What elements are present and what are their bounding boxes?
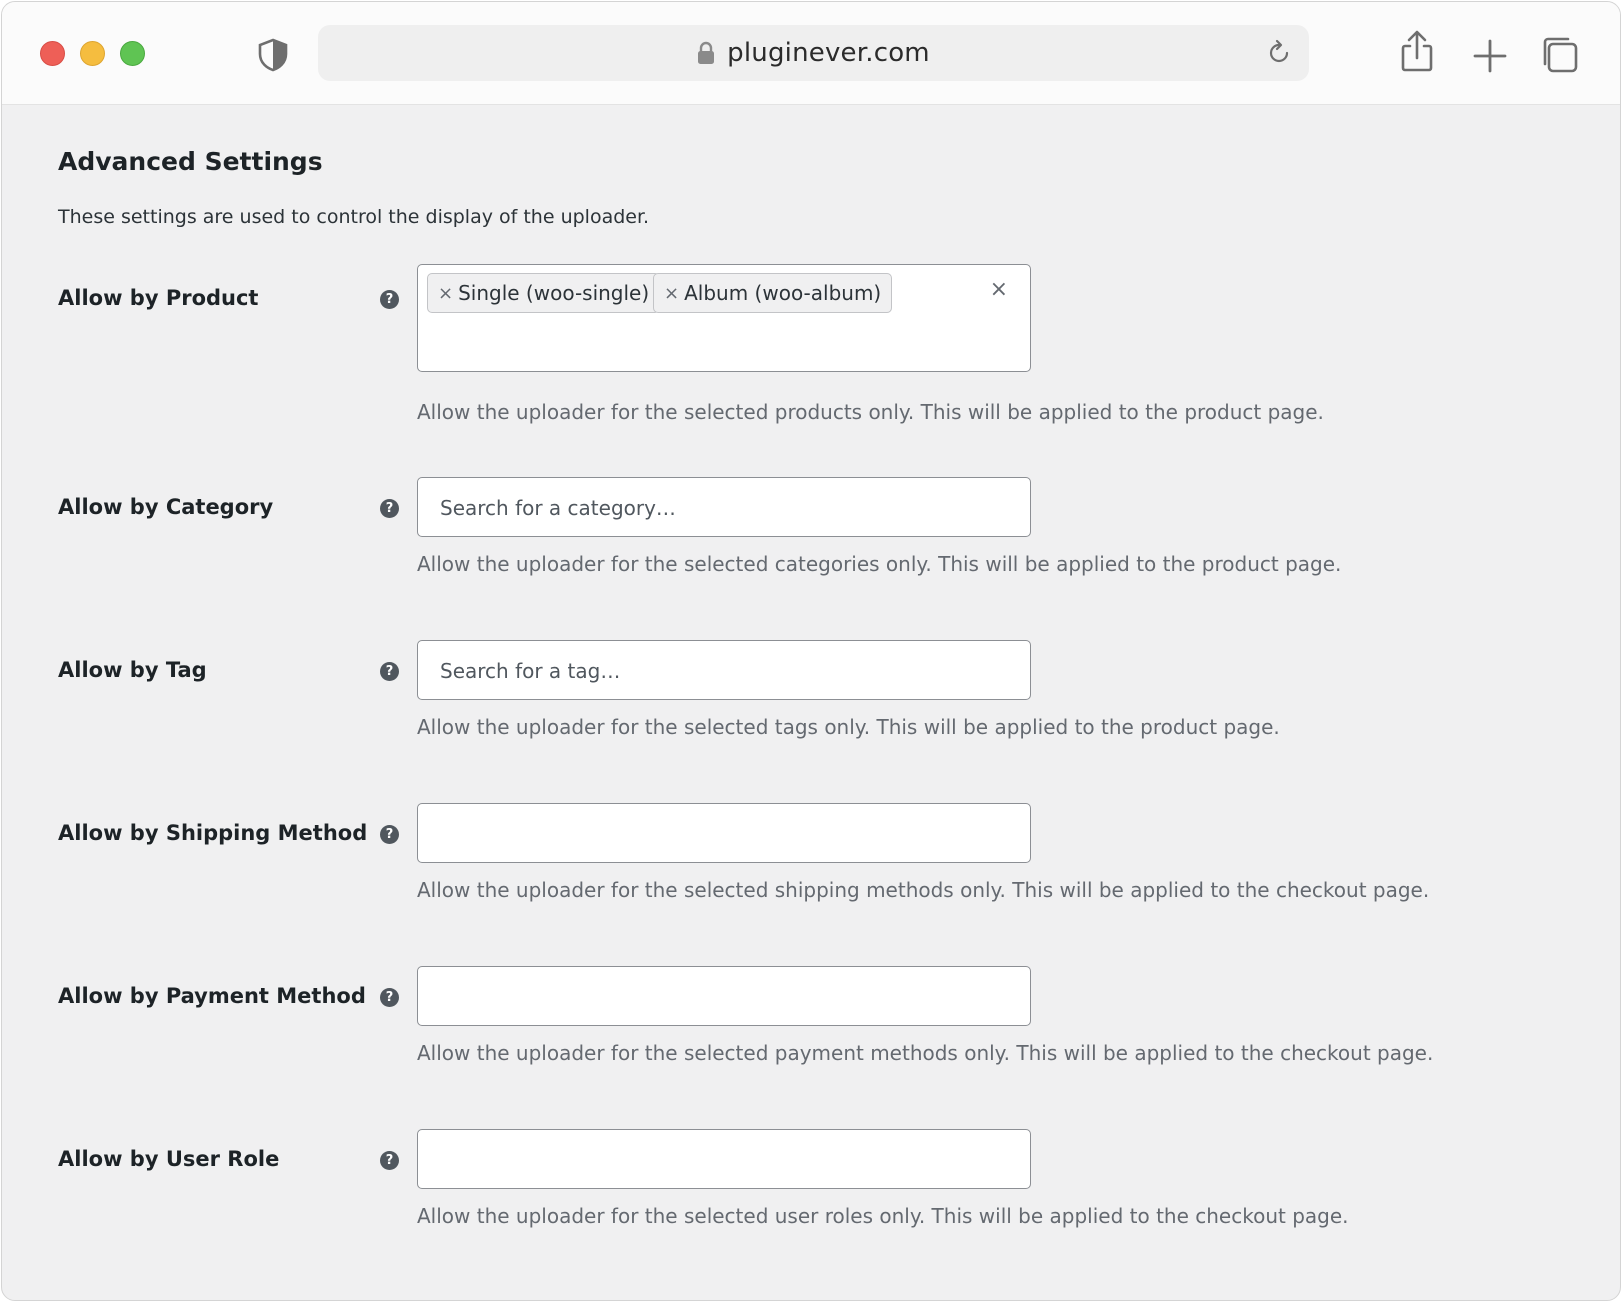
shipping-method-input[interactable] [438, 804, 1002, 864]
new-tab-icon[interactable] [1470, 34, 1510, 78]
zoom-window-button[interactable] [120, 41, 145, 66]
setting-label: Allow by Category [58, 495, 274, 519]
field-description: Allow the uploader for the selected products only. This will be applied to the product page. [417, 400, 1324, 424]
page-title: Advanced Settings [58, 147, 323, 176]
page-description: These settings are used to control the display of the uploader. [58, 206, 650, 228]
selected-chip [427, 273, 660, 313]
address-bar[interactable] [318, 25, 1309, 81]
chip-label: Single (woo-single) [458, 281, 650, 305]
tag-select[interactable] [417, 640, 1031, 700]
browser-window [1, 1, 1621, 1301]
privacy-shield-icon[interactable] [257, 38, 289, 72]
field-description: Allow the uploader for the selected shipping methods only. This will be applied to the checkout page. [417, 878, 1430, 902]
setting-label: Allow by Tag [58, 658, 207, 682]
shipping-method-select[interactable] [417, 803, 1031, 863]
field-description: Allow the uploader for the selected tags only. This will be applied to the product page. [417, 715, 1280, 739]
remove-chip-button[interactable]: × [438, 282, 454, 304]
help-icon[interactable]: ? [380, 1151, 399, 1170]
reload-icon[interactable] [1265, 39, 1293, 67]
remove-chip-button[interactable]: × [664, 282, 680, 304]
help-icon[interactable]: ? [380, 499, 399, 518]
setting-label: Allow by Shipping Method [58, 821, 368, 845]
help-icon[interactable]: ? [380, 290, 399, 309]
field-description: Allow the uploader for the selected user roles only. This will be applied to the checkout page. [417, 1204, 1349, 1228]
help-icon[interactable]: ? [380, 662, 399, 681]
user-role-input[interactable] [438, 1130, 1002, 1190]
minimize-window-button[interactable] [80, 41, 105, 66]
category-select[interactable] [417, 477, 1031, 537]
clear-selection-button[interactable]: × [989, 277, 1008, 302]
payment-method-select[interactable] [417, 966, 1031, 1026]
category-search-input[interactable] [438, 478, 1002, 538]
field-description: Allow the uploader for the selected payment methods only. This will be applied to the checkout page. [417, 1041, 1434, 1065]
share-icon[interactable] [1397, 30, 1437, 74]
help-icon[interactable]: ? [380, 825, 399, 844]
setting-label: Allow by Product [58, 286, 259, 310]
product-select[interactable] [417, 264, 1031, 372]
close-window-button[interactable] [40, 41, 65, 66]
payment-method-input[interactable] [438, 967, 1002, 1027]
field-description: Allow the uploader for the selected categories only. This will be applied to the product page. [417, 552, 1342, 576]
tag-search-input[interactable] [438, 641, 1002, 701]
setting-label: Allow by User Role [58, 1147, 280, 1171]
url-text: pluginever.com [727, 38, 930, 68]
selected-chip [653, 273, 892, 313]
chip-label: Album (woo-album) [684, 281, 882, 305]
setting-label: Allow by Payment Method [58, 984, 366, 1008]
help-icon[interactable]: ? [380, 988, 399, 1007]
browser-toolbar [2, 2, 1620, 105]
user-role-select[interactable] [417, 1129, 1031, 1189]
tab-overview-icon[interactable] [1540, 33, 1580, 77]
lock-icon [697, 41, 715, 65]
